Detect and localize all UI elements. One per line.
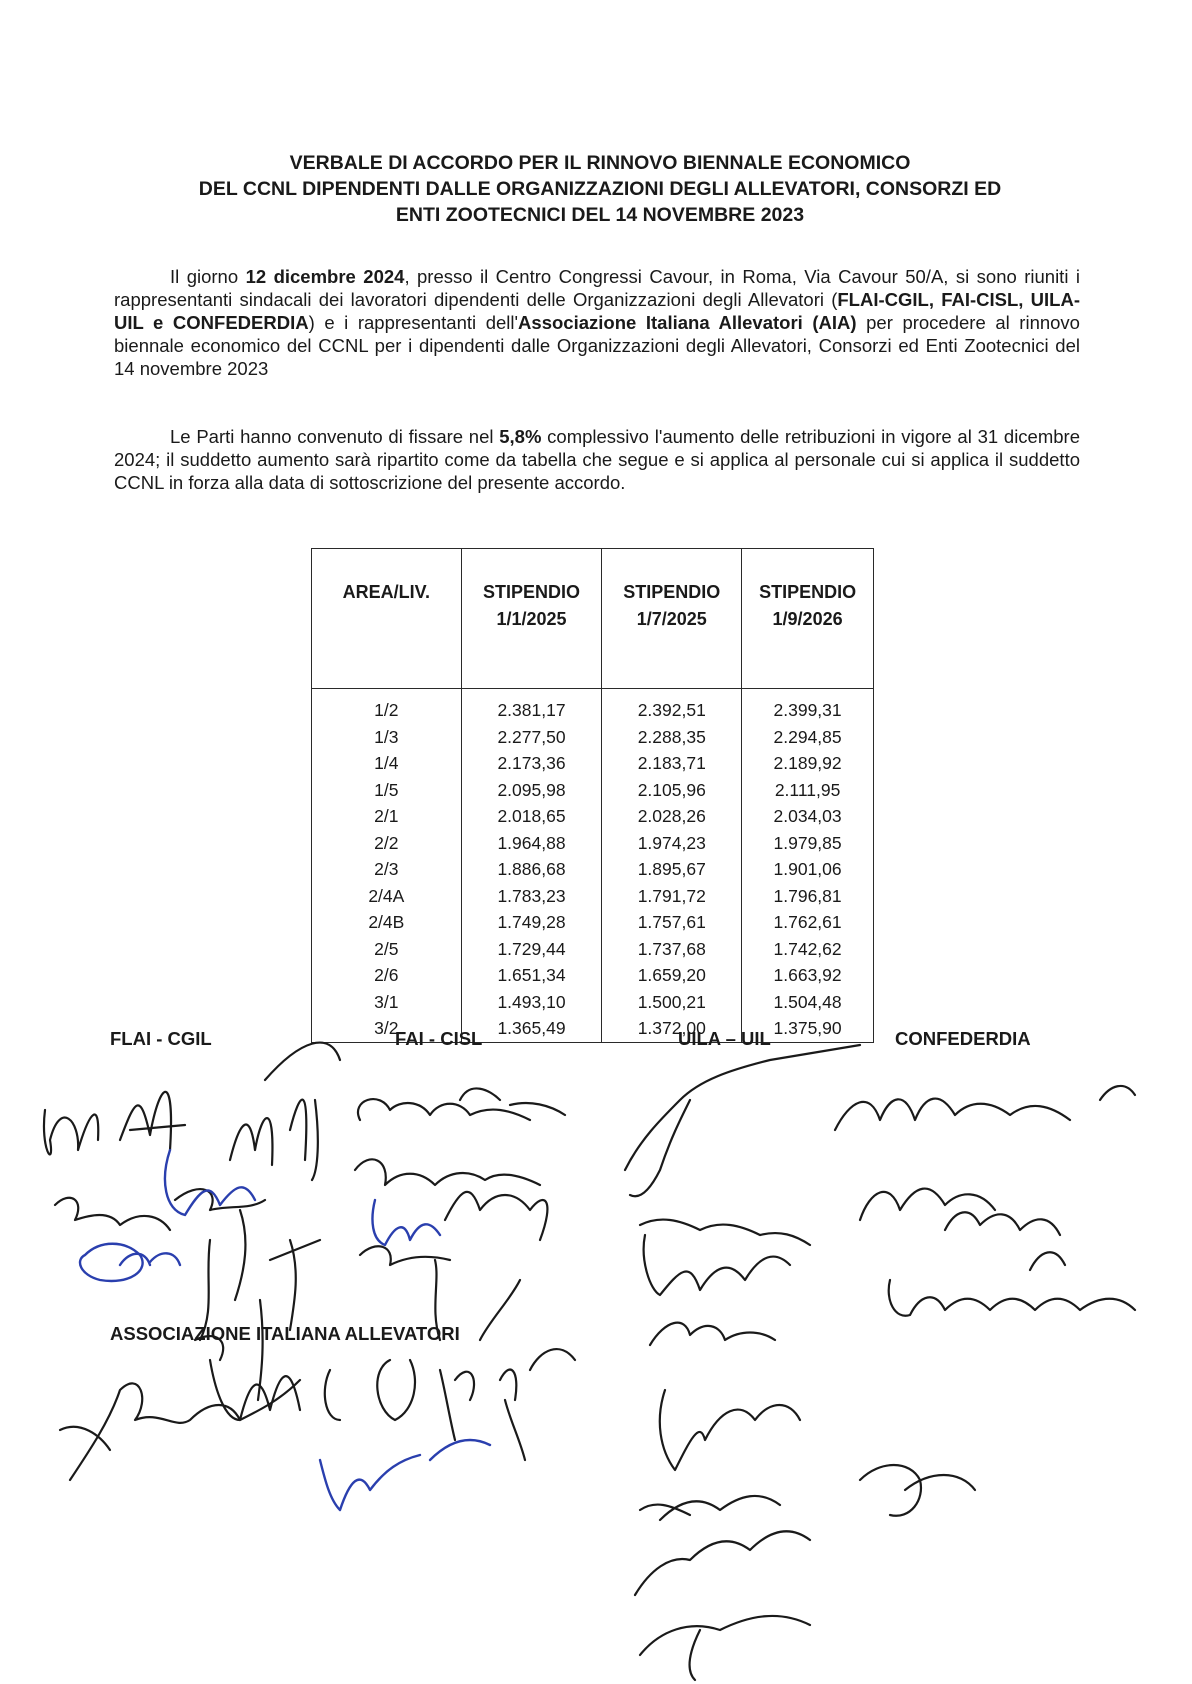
cell-salary: 2.392,51 [602, 689, 742, 724]
label-uila-uil: UILA – UIL [678, 1028, 771, 1049]
label-fai-cisl: FAI - CISL [395, 1028, 483, 1049]
cell-area-level: 3/2 [312, 1015, 462, 1042]
cell-area-level: 2/3 [312, 856, 462, 883]
cell-area-level: 1/3 [312, 724, 462, 751]
cell-salary: 1.886,68 [461, 856, 602, 883]
header-area: AREA/LIV. [312, 549, 462, 689]
cell-salary: 2.183,71 [602, 750, 742, 777]
cell-area-level: 2/6 [312, 962, 462, 989]
cell-salary: 1.762,61 [742, 909, 874, 936]
cell-salary: 1.500,21 [602, 989, 742, 1016]
cell-area-level: 2/4B [312, 909, 462, 936]
cell-area-level: 1/5 [312, 777, 462, 804]
table-row [312, 803, 874, 830]
paragraph-meeting [114, 265, 1080, 380]
cell-salary: 1.365,49 [461, 1015, 602, 1042]
cell-area-level: 3/1 [312, 989, 462, 1016]
cell-salary: 2.173,36 [461, 750, 602, 777]
cell-salary: 1.749,28 [461, 909, 602, 936]
cell-salary: 2.018,65 [461, 803, 602, 830]
title-line-1: VERBALE DI ACCORDO PER IL RINNOVO BIENNALE ECONOMICO [289, 152, 911, 174]
header-stipendio-2026-09: STIPENDIO 1/9/2026 [742, 549, 874, 689]
cell-salary: 1.964,88 [461, 830, 602, 857]
cell-salary: 1.493,10 [461, 989, 602, 1016]
cell-salary: 1.979,85 [742, 830, 874, 857]
title-line-2: DEL CCNL DIPENDENTI DALLE ORGANIZZAZIONI DEGLI ALLEVATORI, CONSORZI ED [198, 178, 1002, 200]
cell-area-level: 1/2 [312, 689, 462, 724]
document-title [120, 150, 1080, 228]
cell-salary: 1.663,92 [742, 962, 874, 989]
p1-text-4: per procedere al rinnovo biennale economico del CCNL per i dipendenti dalle Organizzazioni degli Allevatori, Consorzi ed Enti Zootecnici del 14 novembre 2023 [114, 312, 1080, 379]
p1-text-3: ) e i rappresentanti dell' [308, 312, 519, 333]
cell-salary: 2.028,26 [602, 803, 742, 830]
p1-text-1: Il giorno [170, 266, 246, 287]
cell-salary: 1.895,67 [602, 856, 742, 883]
handwritten-signatures [0, 1040, 1192, 1684]
cell-area-level: 2/2 [312, 830, 462, 857]
cell-area-level: 2/1 [312, 803, 462, 830]
p1-association: Associazione Italiana Allevatori (AIA) [518, 312, 857, 333]
cell-salary: 1.375,90 [742, 1015, 874, 1042]
label-aia: ASSOCIAZIONE ITALIANA ALLEVATORI [110, 1323, 460, 1344]
p1-unions: FLAI-CGIL, FAI-CISL, UILA-UIL e CONFEDERDIA [114, 289, 1080, 333]
cell-area-level: 1/4 [312, 750, 462, 777]
table-row [312, 909, 874, 936]
cell-area-level: 2/4A [312, 883, 462, 910]
p1-text-2: , presso il Centro Congressi Cavour, in Roma, Via Cavour 50/A, si sono riuniti i rappresentanti sindacali dei lavoratori dipendenti delle Organizzazioni degli Allevatori ( [114, 266, 1080, 310]
table-row [312, 989, 874, 1016]
table-row [312, 750, 874, 777]
cell-salary: 1.737,68 [602, 936, 742, 963]
cell-salary: 1.651,34 [461, 962, 602, 989]
p2-percentage: 5,8% [499, 426, 542, 447]
cell-salary: 1.791,72 [602, 883, 742, 910]
title-line-3: ENTI ZOOTECNICI DEL 14 NOVEMBRE 2023 [395, 204, 805, 226]
table-header-row [312, 549, 874, 689]
p2-text-1: Le Parti hanno convenuto di fissare nel [170, 426, 500, 447]
header-stipendio-2025-01: STIPENDIO 1/1/2025 [461, 549, 602, 689]
header-stipendio-2025-07: STIPENDIO 1/7/2025 [602, 549, 742, 689]
cell-salary: 2.095,98 [461, 777, 602, 804]
cell-salary: 2.288,35 [602, 724, 742, 751]
cell-salary: 2.277,50 [461, 724, 602, 751]
cell-salary: 1.659,20 [602, 962, 742, 989]
table-row [312, 936, 874, 963]
cell-salary: 1.757,61 [602, 909, 742, 936]
table-row [312, 724, 874, 751]
cell-salary: 2.294,85 [742, 724, 874, 751]
table-row [312, 689, 874, 724]
table-row [312, 856, 874, 883]
cell-salary: 1.796,81 [742, 883, 874, 910]
cell-salary: 1.974,23 [602, 830, 742, 857]
p2-text-2: complessivo l'aumento delle retribuzioni in vigore al 31 dicembre 2024; il suddetto aumento sarà ripartito come da tabella che segue e si applica al personale cui si applica il suddetto CCNL in forza alla data di sottoscrizione del presente accordo. [114, 426, 1080, 493]
cell-salary: 1.901,06 [742, 856, 874, 883]
cell-salary: 2.189,92 [742, 750, 874, 777]
cell-salary: 1.729,44 [461, 936, 602, 963]
cell-salary: 1.504,48 [742, 989, 874, 1016]
cell-salary: 2.111,95 [742, 777, 874, 804]
cell-salary: 2.105,96 [602, 777, 742, 804]
label-flai-cgil: FLAI - CGIL [110, 1028, 212, 1049]
table-row [312, 962, 874, 989]
label-confederdia: CONFEDERDIA [895, 1028, 1031, 1049]
salary-table [311, 548, 874, 1043]
cell-salary: 2.034,03 [742, 803, 874, 830]
paragraph-increase [114, 425, 1080, 494]
table-row [312, 777, 874, 804]
p1-date: 12 dicembre 2024 [245, 266, 405, 287]
cell-salary: 1.372,00 [602, 1015, 742, 1042]
table-row [312, 830, 874, 857]
cell-area-level: 2/5 [312, 936, 462, 963]
table-row [312, 883, 874, 910]
cell-salary: 2.399,31 [742, 689, 874, 724]
cell-salary: 2.381,17 [461, 689, 602, 724]
cell-salary: 1.742,62 [742, 936, 874, 963]
cell-salary: 1.783,23 [461, 883, 602, 910]
